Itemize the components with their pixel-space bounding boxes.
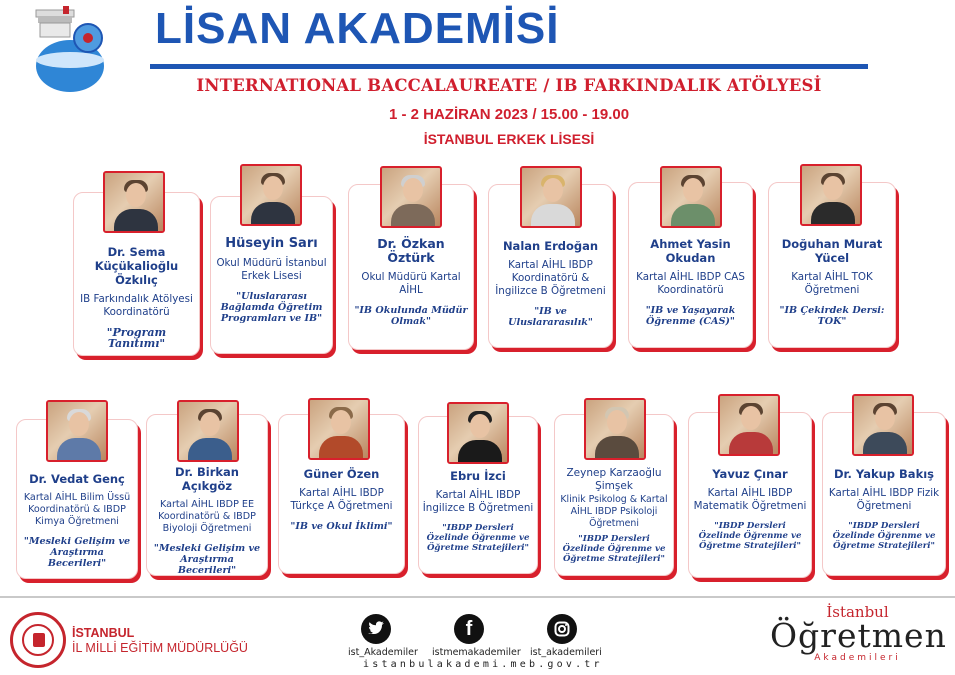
speaker-photo <box>584 398 646 460</box>
speaker-topic: "IBDP Dersleri Özelinde Öğrenme ve Öğretme Stratejileri" <box>562 534 666 564</box>
speaker-photo <box>308 398 370 460</box>
speaker-role: Kartal AİHL IBDP EE Koordinatörü & IBDP Biyoloji Öğretmeni <box>158 499 256 534</box>
speaker-topic: "IB Çekirdek Dersi: TOK" <box>779 305 885 327</box>
speaker-photo <box>520 166 582 228</box>
speaker-role: IB Farkındalık Atölyesi Koordinatörü <box>80 293 193 318</box>
speaker-photo <box>852 394 914 456</box>
speaker-name: Ebru İzci <box>450 469 506 483</box>
speaker-topic: "Mesleki Gelişim ve Araştırma Becerileri" <box>23 536 131 569</box>
speaker-photo <box>103 171 165 233</box>
speaker-photo <box>447 402 509 464</box>
speaker-topic: "Program Tanıtımı" <box>106 326 167 350</box>
speaker-name: Dr. Sema Küçükalioğlu Özkılıç <box>94 245 179 287</box>
speaker-role: Kartal AİHL IBDP Türkçe A Öğretmeni <box>290 487 393 512</box>
speaker-role: Klinik Psikolog & Kartal AİHL IBDP Psikoloji Öğretmeni <box>560 494 668 529</box>
website-link[interactable]: istanbulakademi.meb.gov.tr <box>363 659 603 670</box>
speaker-topic: "IB Okulunda Müdür Olmak" <box>354 305 468 327</box>
speaker-photo <box>660 166 722 228</box>
event-date: 1 - 2 HAZİRAN 2023 / 15.00 - 19.00 <box>388 106 630 123</box>
speaker-topic: "IB ve Uluslararasılık" <box>508 306 593 328</box>
speaker-photo <box>380 166 442 228</box>
speaker-role: Kartal AİHL TOK Öğretmeni <box>791 271 873 296</box>
speaker-topic: "IBDP Dersleri Özelinde Öğrenme ve Öğretme Stratejileri" <box>698 521 802 551</box>
brand-line3: Akademileri <box>814 653 901 663</box>
speaker-role: Kartal AİHL IBDP Matematik Öğretmeni <box>693 487 807 512</box>
instagram-handle[interactable]: ist_akademileri <box>530 647 602 658</box>
title-underline <box>150 64 868 69</box>
speaker-topic: "IB ve Okul İklimi" <box>290 521 393 532</box>
speaker-name: Yavuz Çınar <box>712 467 788 481</box>
speaker-role: Kartal AİHL IBDP CAS Koordinatörü <box>636 271 745 296</box>
speaker-photo <box>46 400 108 462</box>
speaker-name: Dr. Birkan Açıkgöz <box>175 465 239 493</box>
speaker-name: Doğuhan Murat Yücel <box>781 237 883 265</box>
speaker-name: Nalan Erdoğan <box>502 239 599 253</box>
speaker-topic: "IBDP Dersleri Özelinde Öğrenme ve Öğretme Stratejileri" <box>832 521 936 551</box>
speaker-name: Dr. Özkan Öztürk <box>377 236 445 265</box>
directorate-name <box>72 626 248 656</box>
facebook-icon[interactable]: f <box>454 614 484 644</box>
brand-line1: İstanbul <box>826 603 889 621</box>
lisan-akademisi-logo <box>28 4 112 94</box>
speaker-name: Güner Özen <box>303 467 380 481</box>
speaker-photo <box>800 164 862 226</box>
ogretmen-akademileri-logo <box>770 604 945 670</box>
speaker-name: Dr. Vedat Genç <box>29 472 125 486</box>
speaker-role: Kartal AİHL Bilim Üssü Koordinatörü & IBDP Kimya Öğretmeni <box>23 492 131 527</box>
footer-divider <box>0 596 955 598</box>
speaker-topic: "IB ve Yaşayarak Öğrenme (CAS)" <box>645 305 736 327</box>
facebook-handle[interactable]: istmemakademiler <box>432 647 521 658</box>
directorate-line2: İL MİLLİ EĞİTİM MÜDÜRLÜĞÜ <box>72 641 248 655</box>
directorate-emblem <box>10 612 66 668</box>
speaker-role: Kartal AİHL IBDP İngilizce B Öğretmeni <box>422 489 534 514</box>
speaker-name: Ahmet Yasin Okudan <box>650 237 731 265</box>
speaker-role: Okul Müdürü İstanbul Erkek Lisesi <box>216 257 327 282</box>
speaker-topic: "Uluslararası Bağlamda Öğretim Programları ve IB" <box>220 291 323 324</box>
speaker-role: Kartal AİHL IBDP Koordinatörü & İngilizce B Öğretmeni <box>495 259 606 297</box>
speaker-role: Kartal AİHL IBDP Fizik Öğretmeni <box>828 487 940 512</box>
event-venue: İSTANBUL ERKEK LİSESİ <box>423 131 595 147</box>
speaker-photo <box>240 164 302 226</box>
twitter-icon[interactable] <box>361 614 391 644</box>
speaker-role: Okul Müdürü Kartal AİHL <box>361 271 461 296</box>
directorate-line1: İSTANBUL <box>72 626 135 640</box>
speaker-photo <box>718 394 780 456</box>
speaker-name: Hüseyin Sarı <box>225 236 318 251</box>
speaker-photo <box>177 400 239 462</box>
speaker-topic: "Mesleki Gelişim ve Araştırma Becerileri" <box>153 543 261 576</box>
speaker-topic: "IBDP Dersleri Özelinde Öğrenme ve Öğretme Stratejileri" <box>426 523 530 553</box>
brand-line2: Öğretmen <box>770 616 947 655</box>
twitter-handle[interactable]: ist_Akademiler <box>348 647 418 658</box>
instagram-icon[interactable] <box>547 614 577 644</box>
speaker-name: Zeynep Karzaoğlu Şimşek <box>566 467 662 492</box>
speaker-name: Dr. Yakup Bakış <box>833 467 934 481</box>
page-title: LİSAN AKADEMİSİ <box>155 4 560 53</box>
event-subtitle: INTERNATIONAL BACCALAUREATE / IB FARKINDALIK ATÖLYESİ <box>196 76 822 95</box>
